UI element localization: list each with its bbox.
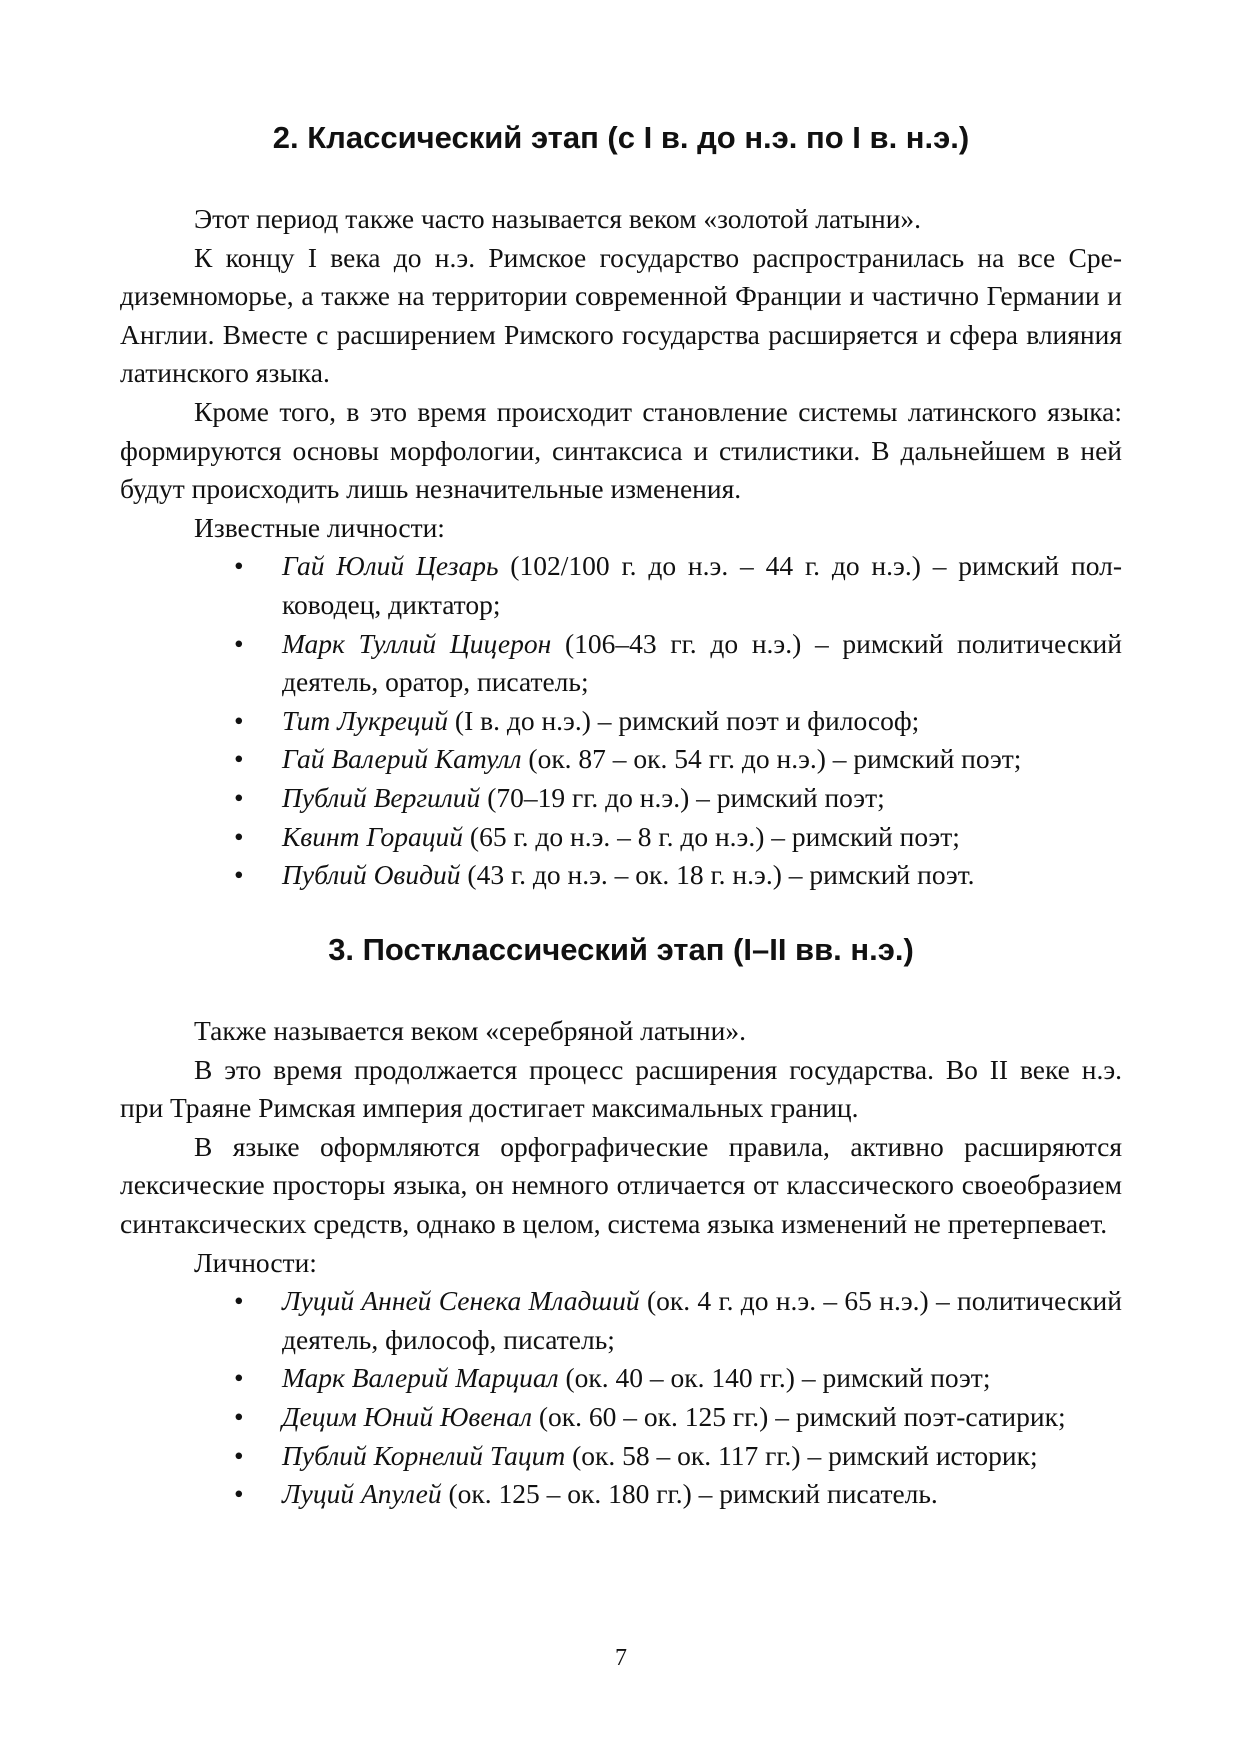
- person-name: Гай Валерий Катулл: [282, 743, 522, 775]
- person-description: (70–19 гг. до н.э.) – римский поэт;: [480, 781, 885, 813]
- person-name: Публий Вергилий: [282, 781, 481, 813]
- list-item: [120, 1282, 1122, 1359]
- list-item: [120, 1398, 1122, 1437]
- bullet-icon: •: [234, 704, 244, 736]
- bullet-icon: •: [234, 627, 244, 659]
- person-name: Децим Юний Ювенал: [282, 1400, 532, 1432]
- person-name: Марк Туллий Цицерон: [282, 627, 552, 659]
- list-item: [120, 856, 1122, 895]
- bullet-icon: •: [234, 1285, 244, 1317]
- bullet-icon: •: [234, 550, 244, 582]
- person-description: (ок. 87 – ок. 54 гг. до н.э.) – римский поэт;: [521, 743, 1022, 775]
- list-item: [120, 1475, 1122, 1514]
- bullet-icon: •: [234, 781, 244, 813]
- section-body-classical: [120, 200, 1122, 895]
- person-name: Марк Валерий Марциал: [282, 1362, 559, 1394]
- page-number: 7: [615, 1645, 627, 1671]
- person-description: (ок. 4 г. до н.э. – 65 н.э.) – политический деятель, философ, писатель;: [282, 1285, 1122, 1355]
- bullet-icon: •: [234, 859, 244, 891]
- section-body-postclassical: [120, 1012, 1122, 1514]
- person-description: (43 г. до н.э. – ок. 18 г. н.э.) – римский поэт.: [460, 859, 975, 891]
- person-name: Тит Лукреций: [282, 704, 449, 736]
- persons-list-classical: [120, 547, 1122, 894]
- persons-list-postclassical: [120, 1282, 1122, 1514]
- list-item: [120, 740, 1122, 779]
- section-heading-classical: 2. Классический этап (с I в. до н.э. по I в. н.э.): [272, 120, 970, 155]
- list-intro: Личности:: [194, 1246, 317, 1278]
- person-name: Публий Овидий: [282, 859, 461, 891]
- bullet-icon: •: [234, 743, 244, 775]
- list-item: [120, 779, 1122, 818]
- bullet-icon: •: [234, 1400, 244, 1432]
- bullet-icon: •: [234, 820, 244, 852]
- person-name: Гай Юлий Цезарь: [282, 550, 499, 582]
- paragraph: Также называется веком «серебряной латыни».: [194, 1015, 746, 1046]
- paragraph: Кроме того, в это время происходит становление системы латинского языка: формируются основы морфологии, синтаксиса и стилистики. В дальнейшем в ней будут происходить лишь незначительные изменения.: [120, 395, 1122, 505]
- list-intro: Известные личности:: [194, 511, 445, 543]
- person-description: (102/100 г. до н.э. – 44 г. до н.э.) – римский полководец, диктатор;: [282, 550, 1122, 620]
- person-description: (65 г. до н.э. – 8 г. до н.э.) – римский поэт;: [463, 820, 960, 852]
- list-item: [120, 1359, 1122, 1398]
- bullet-icon: •: [234, 1362, 244, 1394]
- person-description: (ок. 40 – ок. 140 гг.) – римский поэт;: [558, 1362, 991, 1394]
- list-item: [120, 818, 1122, 857]
- paragraph: В языке оформляются орфографические правила, активно расширяются лексические просторы языка, он немного отличается от классического своеобразием синтаксических средств, однако в целом, система языка изменений не претерпевает.: [120, 1130, 1122, 1239]
- person-description: (ок. 125 – ок. 180 гг.) – римский писатель.: [441, 1478, 938, 1510]
- document-page: [120, 0, 1122, 1754]
- bullet-icon: •: [234, 1478, 244, 1510]
- list-item: [120, 1437, 1122, 1476]
- person-name: Луций Апулей: [282, 1478, 442, 1510]
- person-description: (ок. 58 – ок. 117 гг.) – римский историк;: [565, 1439, 1038, 1471]
- section-heading-postclassical: 3. Постклассический этап (I–II вв. н.э.): [328, 932, 914, 967]
- person-description: (I в. до н.э.) – римский поэт и философ;: [448, 704, 920, 736]
- list-item: [120, 702, 1122, 741]
- list-item: [120, 625, 1122, 702]
- person-description: (106–43 гг. до н.э.) – римский политический деятель, оратор, писатель;: [282, 627, 1122, 698]
- bullet-icon: •: [234, 1439, 244, 1471]
- person-name: Квинт Гораций: [282, 820, 464, 852]
- paragraph: К концу I века до н.э. Римское государство распространилась на все Средиземноморье, а также на территории современной Франции и частично Германии и Англии. Вместе с расширением Римского государства расширяется и сфера влияния латинского языка.: [120, 241, 1122, 389]
- paragraph: В это время продолжается процесс расширения государства. Во II веке н.э. при Траяне Римская империя достигает максимальных границ.: [120, 1053, 1122, 1124]
- paragraph: Этот период также часто называется веком «золотой латыни».: [194, 203, 922, 234]
- person-name: Публий Корнелий Тацит: [282, 1439, 566, 1471]
- person-description: (ок. 60 – ок. 125 гг.) – римский поэт-сатирик;: [531, 1400, 1066, 1432]
- list-item: [120, 547, 1122, 624]
- person-name: Луций Анней Сенека Младший: [282, 1285, 640, 1317]
